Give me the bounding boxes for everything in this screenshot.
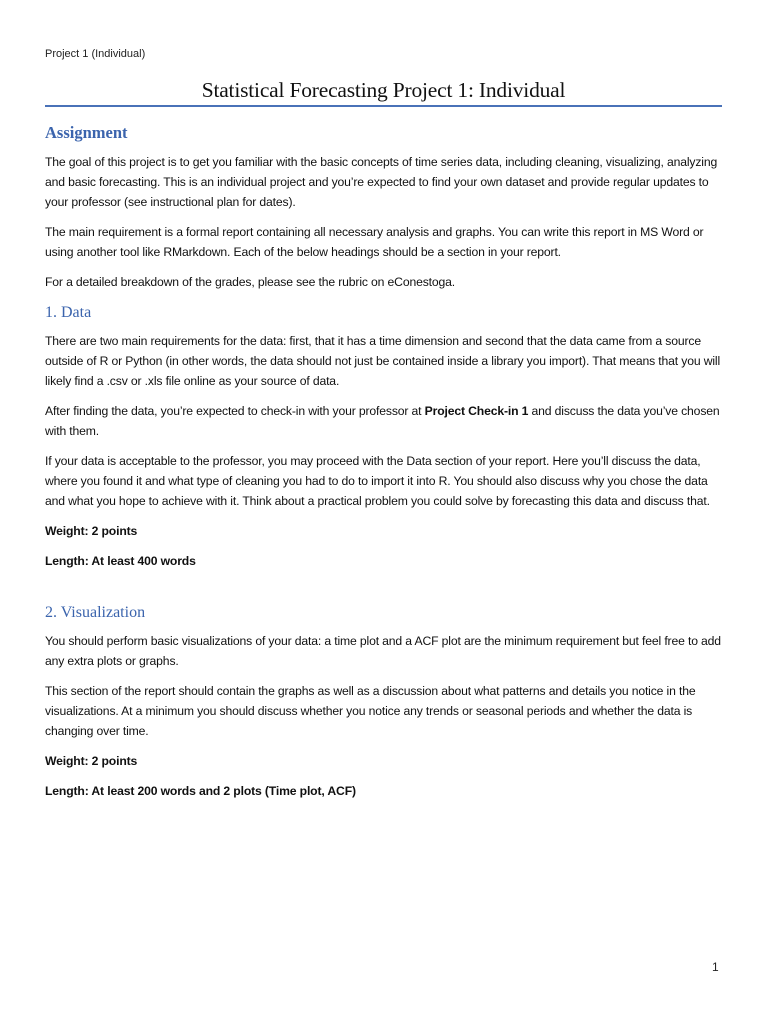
visualization-paragraph-1: You should perform basic visualizations of your data: a time plot and a ACF plot are the minimum requirement but feel free to add any extra plots or graphs. xyxy=(45,634,721,668)
assignment-paragraph-2: The main requirement is a formal report containing all necessary analysis and graphs. You can write this report in MS Word or using another tool like RMarkdown. Each of the below headings should be a section in your report. xyxy=(45,225,704,259)
data-paragraph-2-start: After finding the data, you’re expected to check-in with your professor at xyxy=(45,404,425,418)
data-paragraph-3: If your data is acceptable to the professor, you may proceed with the Data section of your report. Here you’ll discuss the data, where you found it and what type of cleaning you had to do to import it into R. You should also discuss why you chose the data and what you hope to achieve with it. Think about a practical problem you could solve by forecasting this data and discuss that. xyxy=(45,454,710,508)
visualization-weight: Weight: 2 points xyxy=(45,754,138,768)
assignment-paragraph-3: For a detailed breakdown of the grades, please see the rubric on eConestoga. xyxy=(45,275,456,289)
data-paragraph-1: There are two main requirements for the data: first, that it has a time dimension and second that the data came from a source outside of R or Python (in other words, the data should not just be contained inside a library you import). That means that you will likely find a .csv or .xls file online as your source of data. xyxy=(45,334,721,388)
visualization-heading: 2. Visualization xyxy=(45,604,146,621)
visualization-length: Length: At least 200 words and 2 plots (Time plot, ACF) xyxy=(45,784,356,798)
data-paragraph-2-end: and discuss the data you’ve chosen with them. xyxy=(45,404,720,438)
document-body xyxy=(45,120,725,811)
data-length: Length: At least 400 words xyxy=(45,554,196,568)
assignment-paragraph-1: The goal of this project is to get you familiar with the basic concepts of time series data, including cleaning, visualizing, analyzing and basic forecasting. This is an individual project and you’re expected to find your own dataset and provide regular updates to your professor (see instructional plan for dates). xyxy=(45,155,718,209)
data-paragraph-2 xyxy=(45,401,725,441)
data-heading: 1. Data xyxy=(45,304,92,321)
assignment-heading: Assignment xyxy=(45,123,128,142)
document-title: Statistical Forecasting Project 1: Individual xyxy=(201,78,566,102)
page-number: 1 xyxy=(712,960,719,974)
project-check-in-label: Project Check-in 1 xyxy=(424,404,529,418)
visualization-paragraph-2: This section of the report should contain the graphs as well as a discussion about what patterns and details you notice in the visualizations. At a minimum you should discuss whether you notice any trends or seasonal periods and whether the data is changing over time. xyxy=(45,684,696,738)
section-spacer xyxy=(45,581,725,602)
running-header: Project 1 (Individual) xyxy=(45,48,146,60)
title-underline xyxy=(45,105,722,107)
data-weight: Weight: 2 points xyxy=(45,524,138,538)
